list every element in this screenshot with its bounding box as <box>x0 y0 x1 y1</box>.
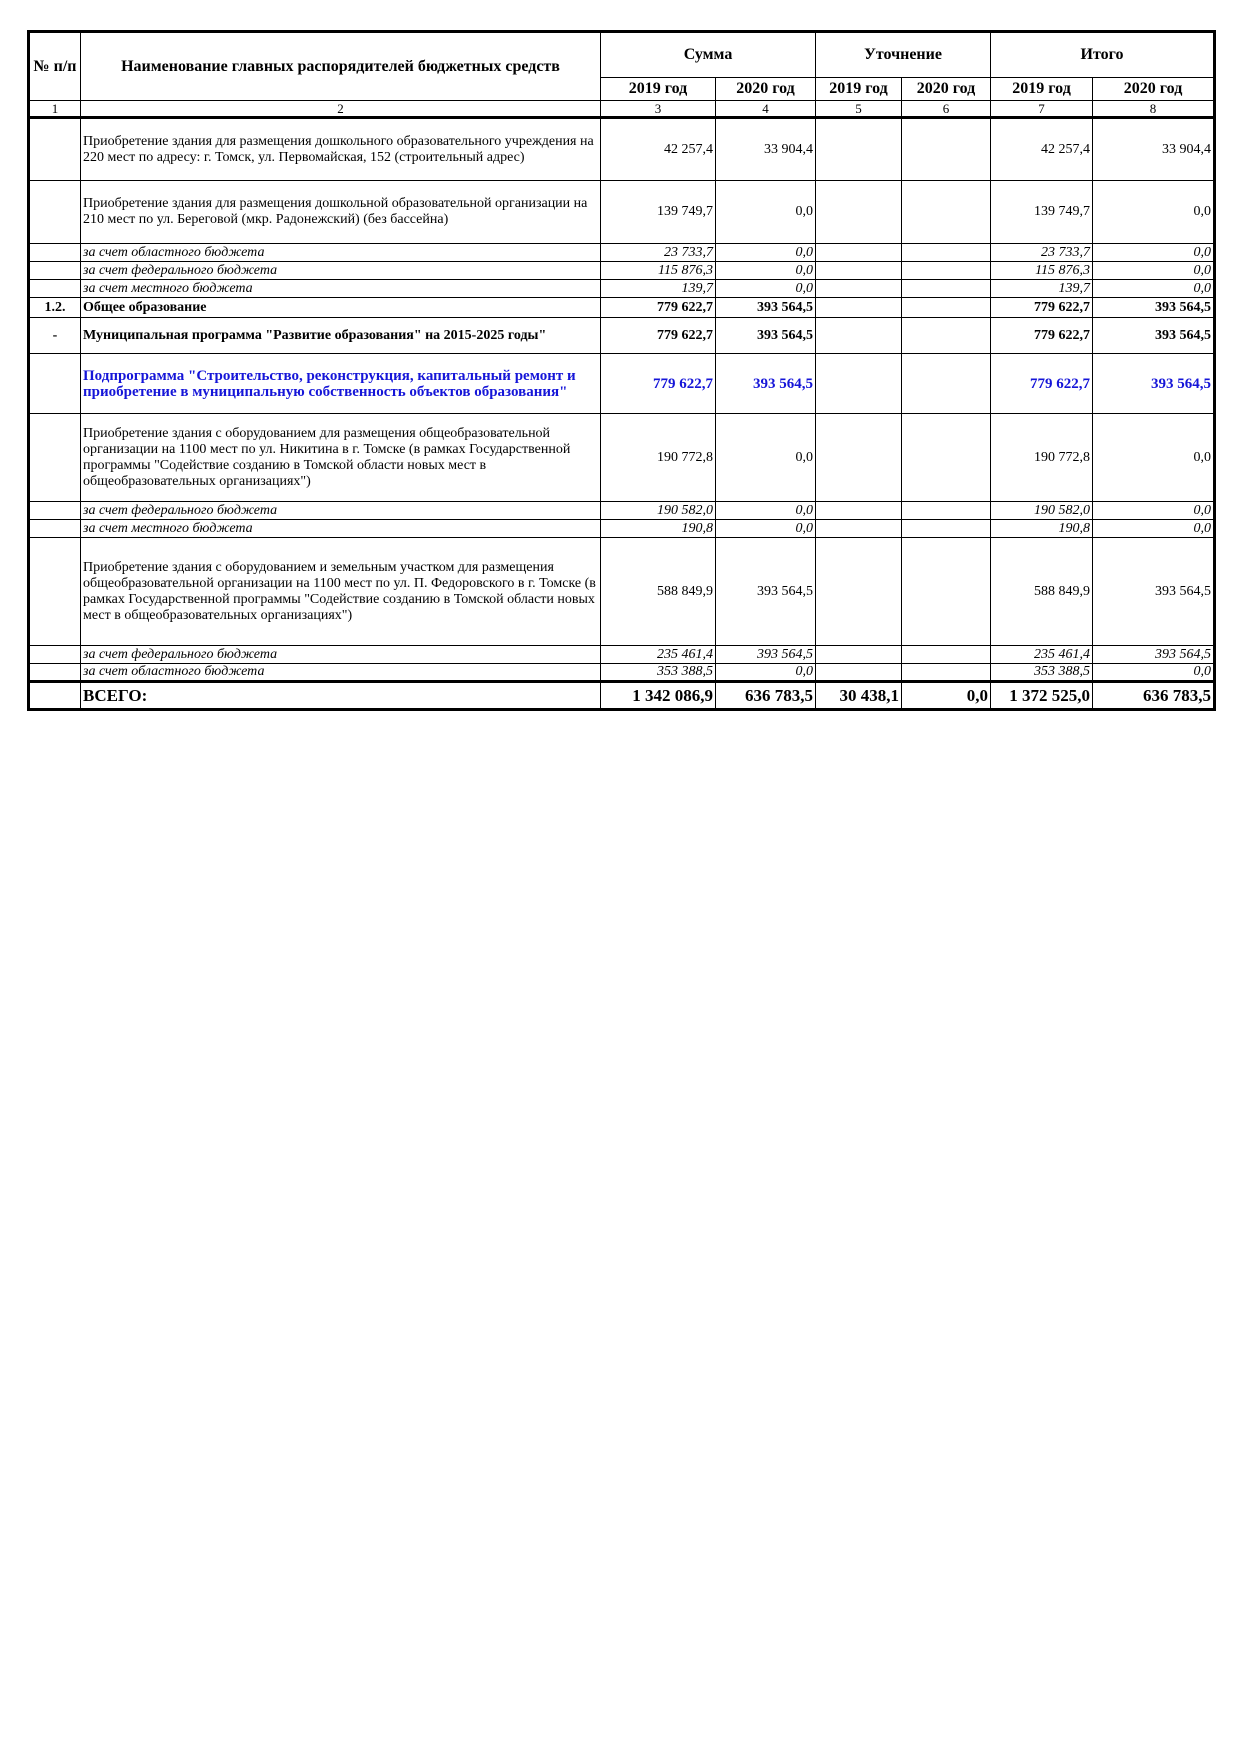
row-number <box>29 244 81 262</box>
row-number <box>29 538 81 646</box>
value-cell: 0,0 <box>1093 520 1215 538</box>
value-cell: 588 849,9 <box>601 538 716 646</box>
value-cell <box>902 664 991 682</box>
header-year: 2020 год <box>1093 78 1215 101</box>
value-cell: 779 622,7 <box>601 354 716 414</box>
table-row <box>29 118 1215 181</box>
value-cell: 0,0 <box>716 414 816 502</box>
header-name: Наименование главных распорядителей бюджетных средств <box>81 32 601 101</box>
value-cell <box>902 646 991 664</box>
table-row <box>29 181 1215 244</box>
value-cell: 139 749,7 <box>601 181 716 244</box>
header-year: 2019 год <box>991 78 1093 101</box>
value-cell: 0,0 <box>1093 280 1215 298</box>
value-cell: 1 372 525,0 <box>991 682 1093 710</box>
value-cell <box>902 262 991 280</box>
value-cell: 0,0 <box>1093 664 1215 682</box>
row-number <box>29 262 81 280</box>
value-cell <box>816 181 902 244</box>
header-year: 2020 год <box>902 78 991 101</box>
value-cell: 235 461,4 <box>601 646 716 664</box>
value-cell <box>816 538 902 646</box>
value-cell: 393 564,5 <box>1093 298 1215 318</box>
value-cell <box>816 502 902 520</box>
value-cell <box>902 318 991 354</box>
value-cell: 393 564,5 <box>716 354 816 414</box>
value-cell: 190,8 <box>601 520 716 538</box>
row-number <box>29 280 81 298</box>
value-cell <box>902 181 991 244</box>
header-year: 2019 год <box>601 78 716 101</box>
row-number <box>29 646 81 664</box>
value-cell: 190,8 <box>991 520 1093 538</box>
value-cell: 0,0 <box>1093 502 1215 520</box>
header-group-total: Итого <box>991 32 1215 78</box>
row-name: ВСЕГО: <box>81 682 601 710</box>
value-cell <box>902 538 991 646</box>
row-name: Подпрограмма "Строительство, реконструкция, капитальный ремонт и приобретение в муниципальную собственность объектов образования" <box>81 354 601 414</box>
row-name: Приобретение здания для размещения дошкольной образовательной организации на 210 мест по ул. Береговой (мкр. Радонежский) (без бассейна) <box>81 181 601 244</box>
row-name: Приобретение здания с оборудованием и земельным участком для размещения общеобразовательной организации на 1100 мест по ул. П. Федоровского в г. Томске (в рамках Государственной программы "Содействие созданию в Томской области новых мест в общеобразовательных организациях") <box>81 538 601 646</box>
value-cell: 190 772,8 <box>991 414 1093 502</box>
row-number <box>29 181 81 244</box>
table-row <box>29 646 1215 664</box>
row-name: за счет федерального бюджета <box>81 262 601 280</box>
value-cell: 393 564,5 <box>1093 318 1215 354</box>
row-number <box>29 682 81 710</box>
value-cell <box>902 118 991 181</box>
value-cell: 393 564,5 <box>1093 538 1215 646</box>
value-cell <box>902 298 991 318</box>
row-name: за счет федерального бюджета <box>81 502 601 520</box>
value-cell: 588 849,9 <box>991 538 1093 646</box>
value-cell <box>816 354 902 414</box>
value-cell: 393 564,5 <box>1093 354 1215 414</box>
table-row <box>29 354 1215 414</box>
header-group-refinement: Уточнение <box>816 32 991 78</box>
value-cell: 0,0 <box>716 664 816 682</box>
value-cell: 42 257,4 <box>601 118 716 181</box>
value-cell <box>902 502 991 520</box>
value-cell: 0,0 <box>716 520 816 538</box>
header-year: 2020 год <box>716 78 816 101</box>
value-cell: 190 772,8 <box>601 414 716 502</box>
row-number <box>29 354 81 414</box>
value-cell <box>902 354 991 414</box>
value-cell: 779 622,7 <box>601 318 716 354</box>
value-cell: 779 622,7 <box>991 354 1093 414</box>
value-cell: 23 733,7 <box>991 244 1093 262</box>
row-name: за счет областного бюджета <box>81 244 601 262</box>
value-cell: 0,0 <box>1093 181 1215 244</box>
column-number: 6 <box>902 101 991 118</box>
value-cell: 23 733,7 <box>601 244 716 262</box>
value-cell: 0,0 <box>1093 414 1215 502</box>
total-row <box>29 682 1215 710</box>
row-number <box>29 118 81 181</box>
row-name: Общее образование <box>81 298 601 318</box>
value-cell <box>902 244 991 262</box>
column-numbers-row <box>29 101 1215 118</box>
value-cell: 0,0 <box>1093 262 1215 280</box>
value-cell: 0,0 <box>1093 244 1215 262</box>
value-cell: 0,0 <box>716 262 816 280</box>
value-cell: 33 904,4 <box>716 118 816 181</box>
table-row <box>29 520 1215 538</box>
value-cell: 0,0 <box>902 682 991 710</box>
table-row <box>29 538 1215 646</box>
value-cell: 636 783,5 <box>716 682 816 710</box>
row-name: за счет областного бюджета <box>81 664 601 682</box>
value-cell <box>816 414 902 502</box>
table-body <box>29 118 1215 710</box>
header-group-sum: Сумма <box>601 32 816 78</box>
value-cell <box>816 244 902 262</box>
row-number <box>29 414 81 502</box>
value-cell: 190 582,0 <box>991 502 1093 520</box>
column-number: 1 <box>29 101 81 118</box>
table-row <box>29 298 1215 318</box>
value-cell: 235 461,4 <box>991 646 1093 664</box>
value-cell: 0,0 <box>716 181 816 244</box>
row-number <box>29 502 81 520</box>
table-row <box>29 262 1215 280</box>
value-cell <box>816 646 902 664</box>
table-row <box>29 414 1215 502</box>
value-cell <box>816 318 902 354</box>
value-cell: 1 342 086,9 <box>601 682 716 710</box>
value-cell: 0,0 <box>716 502 816 520</box>
column-number: 8 <box>1093 101 1215 118</box>
table-row <box>29 664 1215 682</box>
row-name: Муниципальная программа "Развитие образования" на 2015-2025 годы" <box>81 318 601 354</box>
value-cell: 190 582,0 <box>601 502 716 520</box>
value-cell: 139,7 <box>601 280 716 298</box>
column-number: 4 <box>716 101 816 118</box>
value-cell: 779 622,7 <box>991 298 1093 318</box>
value-cell: 42 257,4 <box>991 118 1093 181</box>
row-name: Приобретение здания с оборудованием для размещения общеобразовательной организации на 1100 мест по ул. Никитина в г. Томске (в рамках Государственной программы "Содействие созданию в Томской области новых мест в общеобразовательных организациях") <box>81 414 601 502</box>
value-cell: 115 876,3 <box>601 262 716 280</box>
header-year: 2019 год <box>816 78 902 101</box>
value-cell <box>816 664 902 682</box>
value-cell <box>902 414 991 502</box>
budget-table-sheet <box>27 30 1213 711</box>
value-cell <box>902 520 991 538</box>
budget-table <box>27 30 1216 711</box>
column-number: 7 <box>991 101 1093 118</box>
value-cell <box>816 262 902 280</box>
row-number <box>29 664 81 682</box>
row-name: Приобретение здания для размещения дошкольного образовательного учреждения на 220 мест по адресу: г. Томск, ул. Первомайская, 152 (строительный адрес) <box>81 118 601 181</box>
header-no: № п/п <box>29 32 81 101</box>
value-cell: 139,7 <box>991 280 1093 298</box>
row-number: - <box>29 318 81 354</box>
value-cell: 0,0 <box>716 244 816 262</box>
table-row <box>29 280 1215 298</box>
row-number <box>29 520 81 538</box>
column-number: 3 <box>601 101 716 118</box>
value-cell <box>816 280 902 298</box>
row-name: за счет федерального бюджета <box>81 646 601 664</box>
value-cell: 0,0 <box>716 280 816 298</box>
value-cell: 139 749,7 <box>991 181 1093 244</box>
table-row <box>29 244 1215 262</box>
value-cell <box>902 280 991 298</box>
table-row <box>29 502 1215 520</box>
value-cell: 353 388,5 <box>991 664 1093 682</box>
value-cell: 779 622,7 <box>601 298 716 318</box>
value-cell <box>816 298 902 318</box>
value-cell: 353 388,5 <box>601 664 716 682</box>
value-cell: 393 564,5 <box>716 318 816 354</box>
value-cell: 779 622,7 <box>991 318 1093 354</box>
value-cell: 393 564,5 <box>1093 646 1215 664</box>
value-cell: 33 904,4 <box>1093 118 1215 181</box>
row-name: за счет местного бюджета <box>81 280 601 298</box>
value-cell: 30 438,1 <box>816 682 902 710</box>
value-cell <box>816 520 902 538</box>
value-cell: 636 783,5 <box>1093 682 1215 710</box>
value-cell: 115 876,3 <box>991 262 1093 280</box>
row-name: за счет местного бюджета <box>81 520 601 538</box>
column-number: 5 <box>816 101 902 118</box>
column-number: 2 <box>81 101 601 118</box>
row-number: 1.2. <box>29 298 81 318</box>
table-row <box>29 318 1215 354</box>
value-cell: 393 564,5 <box>716 298 816 318</box>
value-cell: 393 564,5 <box>716 646 816 664</box>
value-cell: 393 564,5 <box>716 538 816 646</box>
value-cell <box>816 118 902 181</box>
